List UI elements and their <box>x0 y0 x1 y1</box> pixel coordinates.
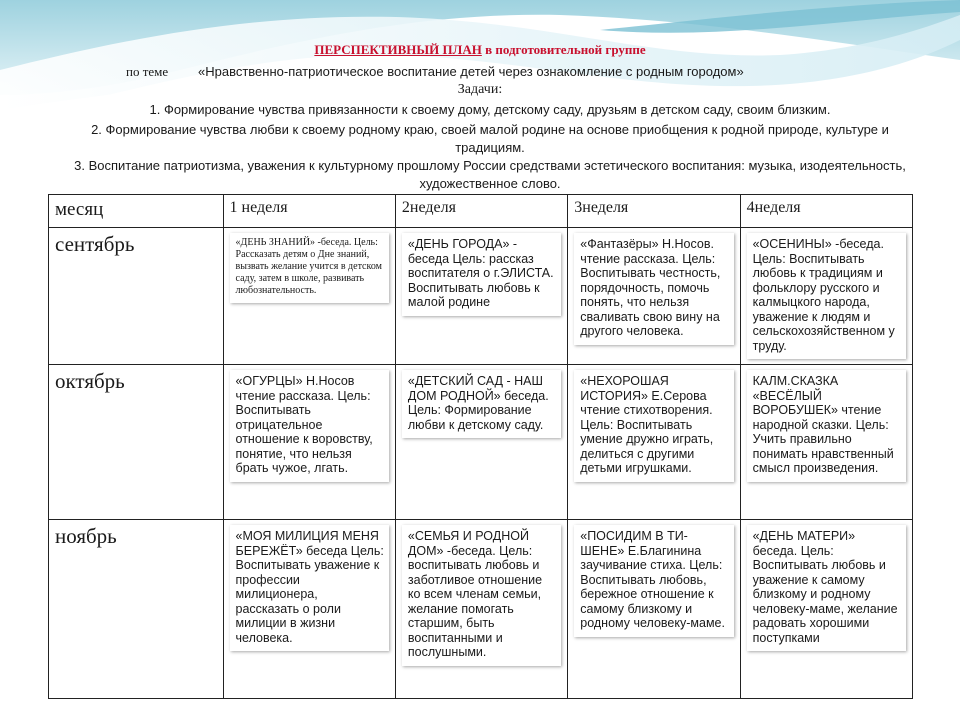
activity-text: «ОСЕНИНЫ» -беседа. Цель: Воспитывать любовь к традициям и фольклору русского и калмыцкого народа, уважение к людям и сельскохозяйственном у труду. <box>747 233 906 359</box>
header-week-2: 2неделя <box>395 195 567 228</box>
tasks-label: Задачи: <box>457 82 503 97</box>
table-cell <box>395 228 567 365</box>
activity-text: «СЕМЬЯ И РОДНОЙ ДОМ» -беседа. Цель: воспитывать любовь и заботливое отношение ко всем членам семьи, желание помогать старшим, быть воспитанными и послушными. <box>402 525 561 666</box>
activity-text: «НЕХОРОШАЯ ИСТОРИЯ» Е.Серова чтение стихотворения. Цель: Воспитывать умение дружно играть, делиться с другими детьми игрушками. <box>574 370 733 482</box>
activity-text: «Фантазёры» Н.Носов. чтение рассказа. Цель: Воспитывать честность, порядочность, помочь понять, что нельзя сваливать свою вину на другого человека. <box>574 233 733 345</box>
header-week-4: 4неделя <box>740 195 912 228</box>
table-cell <box>223 365 395 520</box>
header-week-1: 1 неделя <box>223 195 395 228</box>
plan-table <box>48 194 913 699</box>
month-label: сентябрь <box>49 228 224 365</box>
table-cell <box>395 365 567 520</box>
activity-text: «ДЕНЬ ЗНАНИЙ» -беседа. Цель: Рассказать детям о Дне знаний, вызвать желание учится в детском саду, затем в школе, развивать любознательность. <box>230 233 389 303</box>
table-row <box>49 520 913 699</box>
month-label: октябрь <box>49 365 224 520</box>
topic-text: «Нравственно-патриотическое воспитание детей через ознакомление с родным городом» <box>198 64 744 79</box>
table-cell <box>223 520 395 699</box>
plan-title-main: ПЕРСПЕКТИВНЫЙ ПЛАН <box>314 42 482 57</box>
table-cell <box>223 228 395 365</box>
table-cell <box>395 520 567 699</box>
task-item: 2. Формирование чувства любви к своему родному краю, своей малой родине на основе приобщения к родной природе, культуре и традициям. <box>91 122 889 155</box>
task-item: 3. Воспитание патриотизма, уважения к культурному прошлому России средствами эстетического воспитания: музыка, изодеятельность, художественное слово. <box>74 158 906 191</box>
activity-text: «ДЕНЬ МАТЕРИ» беседа. Цель: Воспитывать любовь и уважение к самому близкому и родному человеку-маме, желание радовать хорошими поступками <box>747 525 906 651</box>
table-cell <box>568 520 740 699</box>
plan-title-group: в подготовительной группе <box>481 42 646 57</box>
activity-text: «ОГУРЦЫ» Н.Носов чтение рассказа. Цель: Воспитывать отрицательное отношение к воровству, понятие, что нельзя брать чужое, лгать. <box>230 370 389 482</box>
month-label: ноябрь <box>49 520 224 699</box>
activity-text: «МОЯ МИЛИЦИЯ МЕНЯ БЕРЕЖЁТ» беседа Цель: Воспитывать уважение к профессии милиционера, рассказать о роли милиции в жизни человека. <box>230 525 389 651</box>
table-header-row <box>49 195 913 228</box>
table-cell <box>740 365 912 520</box>
activity-text: «ПОСИДИМ В ТИ-ШЕНЕ» Е.Благинина заучивание стиха. Цель: Воспитывать любовь, бережное отношение к самому близкому и родному человеку-маме. <box>574 525 733 637</box>
topic-lead: по теме <box>126 64 169 79</box>
task-item: 1. Формирование чувства привязанности к своему дому, детскому саду, друзьям в детском саду, своим близким. <box>149 102 831 117</box>
table-cell <box>740 228 912 365</box>
activity-text: «ДЕНЬ ГОРОДА» - беседа Цель: рассказ воспитателя о г.ЭЛИСТА. Воспитывать любовь к малой родине <box>402 233 561 316</box>
header-week-3: 3неделя <box>568 195 740 228</box>
plan-title <box>0 42 960 58</box>
table-row <box>49 365 913 520</box>
table-cell <box>568 228 740 365</box>
table-row <box>49 228 913 365</box>
table-cell <box>740 520 912 699</box>
table-cell <box>568 365 740 520</box>
activity-text: КАЛМ.СКАЗКА «ВЕСЁЛЫЙ ВОРОБУШЕК» чтение народной сказки. Цель: Учить правильно понимать нравственный смысл произведения. <box>747 370 906 482</box>
header-month: месяц <box>49 195 224 228</box>
activity-text: «ДЕТСКИЙ САД - НАШ ДОМ РОДНОЙ» беседа. Цель: Формирование любви к детскому саду. <box>402 370 561 438</box>
